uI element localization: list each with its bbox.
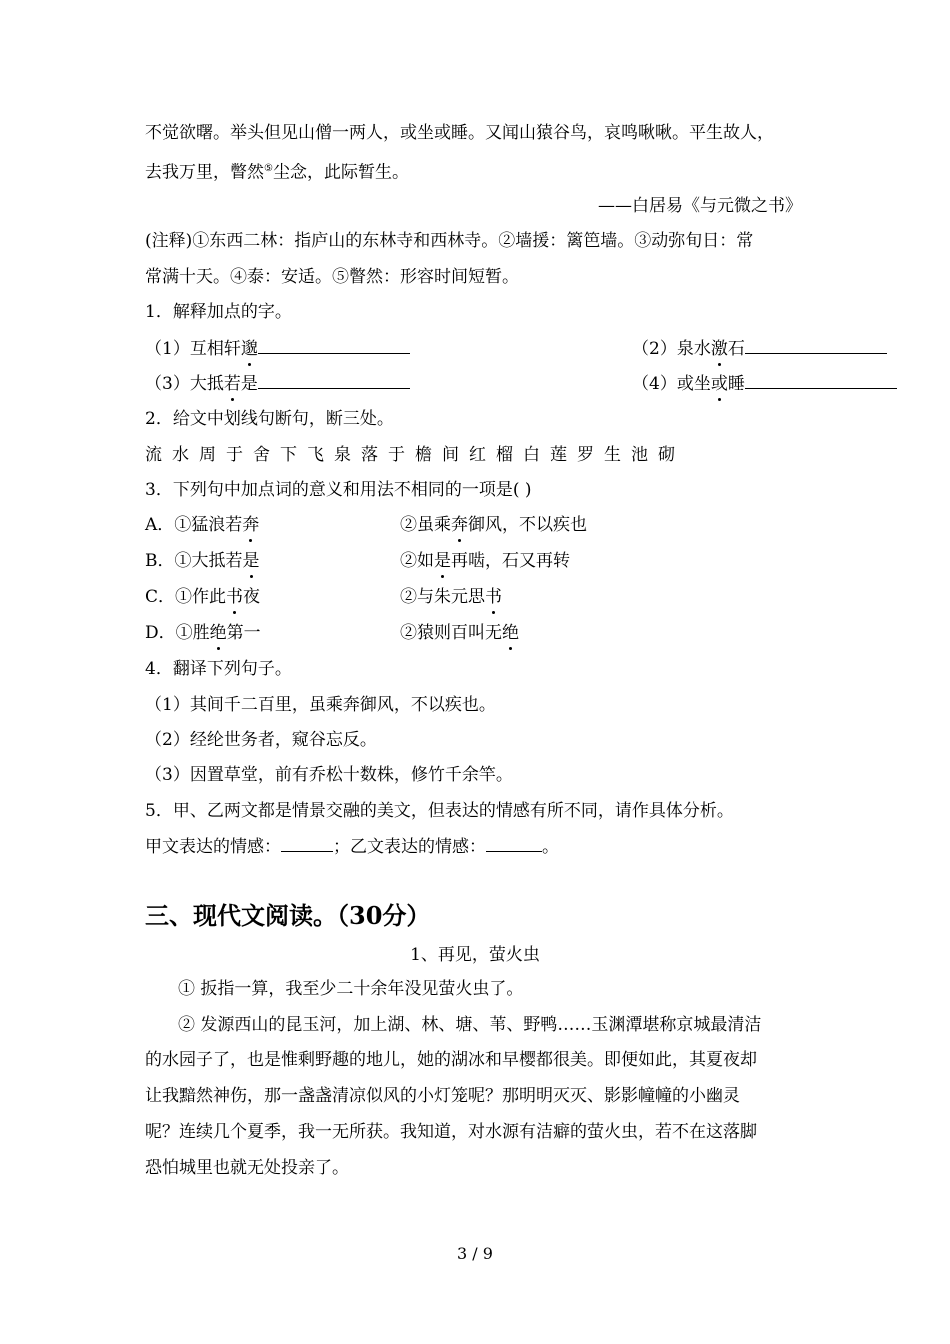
passage-source: ——白居易《与元微之书》	[598, 196, 802, 216]
question-4-stem: 4．翻译下列句子。	[145, 659, 292, 679]
q4-sentence-2: （2）经纶世务者，窥谷忘反。	[145, 730, 377, 750]
question-3-stem: 3．下列句中加点词的意义和用法不相同的一项是( )	[145, 480, 532, 500]
article-paragraph-2-cont: 呢？连续几个夏季，我一无所获。我知道，对水源有洁癖的萤火虫，若不在这落脚	[145, 1122, 757, 1142]
answer-blank[interactable]	[745, 337, 887, 354]
annotation-line: (注释)①东西二林：指庐山的东林寺和西林寺。②墙援：篱笆墙。③动弥旬日：常	[145, 231, 754, 251]
article-paragraph-2-cont: 恐怕城里也就无处投亲了。	[145, 1158, 349, 1178]
q5-answer-line: 甲文表达的情感： ；乙文表达的情感： 。	[145, 837, 559, 857]
q1-item-c: （3）大抵若是	[145, 374, 258, 394]
page-number: 3 / 9	[457, 1244, 493, 1263]
article-title: 1、再见，萤火虫	[410, 945, 540, 965]
q3-option-a[interactable]: A．①猛浪若奔 ②虽乘奔御风，不以疾也	[145, 515, 587, 535]
passage-line: 不觉欲曙。举头但见山僧一两人，或坐或睡。又闻山猿谷鸟，哀鸣啾啾。平生故人，	[145, 123, 774, 143]
article-paragraph-1: ① 扳指一算，我至少二十余年没见萤火虫了。	[178, 979, 524, 999]
q4-sentence-1: （1）其间千二百里，虽乘奔御风，不以疾也。	[145, 695, 496, 715]
answer-blank[interactable]	[258, 372, 410, 389]
q3-option-c[interactable]: C．①作此书夜 ②与朱元思书	[145, 587, 502, 607]
q3-option-b[interactable]: B．①大抵若是 ②如是再啮，石又再转	[145, 551, 570, 571]
question-1-items-row1	[145, 337, 745, 360]
answer-blank[interactable]	[745, 372, 897, 389]
footnote-marker: ⑤	[264, 163, 273, 174]
q1-item-d: （4）或坐或睡	[632, 372, 897, 395]
article-paragraph-2: ② 发源西山的昆玉河，加上湖、林、塘、苇、野鸭……玉渊潭堪称京城最清洁	[178, 1015, 762, 1035]
passage-text: 去我万里，瞥然	[145, 162, 264, 183]
annotation-line: 常满十天。④泰：安适。⑤瞥然：形容时间短暂。	[145, 267, 519, 287]
answer-blank[interactable]	[258, 337, 410, 354]
passage-line	[145, 158, 409, 184]
q1-item-b: （2）泉水激石	[632, 337, 887, 360]
question-2-stem: 2．给文中划线句断句，断三处。	[145, 409, 394, 429]
answer-blank[interactable]	[281, 835, 333, 852]
question-2-sentence: 流水周于舍下飞泉落于檐间红榴白莲罗生池砌	[145, 445, 685, 465]
question-5-stem: 5．甲、乙两文都是情景交融的美文，但表达的情感有所不同，请作具体分析。	[145, 801, 734, 821]
section-heading: 三、现代文阅读。（30分）	[145, 901, 431, 930]
q1-item-a: （1）互相轩邈	[145, 339, 258, 359]
article-paragraph-2-cont: 让我黯然神伤，那一盏盏清凉似风的小灯笼呢？那明明灭灭、影影幢幢的小幽灵	[145, 1086, 740, 1106]
passage-text: 尘念，此际暂生。	[272, 162, 409, 183]
question-1-items-row2	[145, 372, 745, 395]
answer-blank[interactable]	[486, 835, 542, 852]
question-1-stem: 1．解释加点的字。	[145, 302, 292, 322]
q4-sentence-3: （3）因置草堂，前有乔松十数株，修竹千余竿。	[145, 765, 513, 785]
q3-option-d[interactable]: D．①胜绝第一 ②猿则百叫无绝	[145, 623, 519, 643]
article-paragraph-2-cont: 的水园子了，也是惟剩野趣的地儿，她的湖冰和早樱都很美。即便如此，其夏夜却	[145, 1050, 757, 1070]
